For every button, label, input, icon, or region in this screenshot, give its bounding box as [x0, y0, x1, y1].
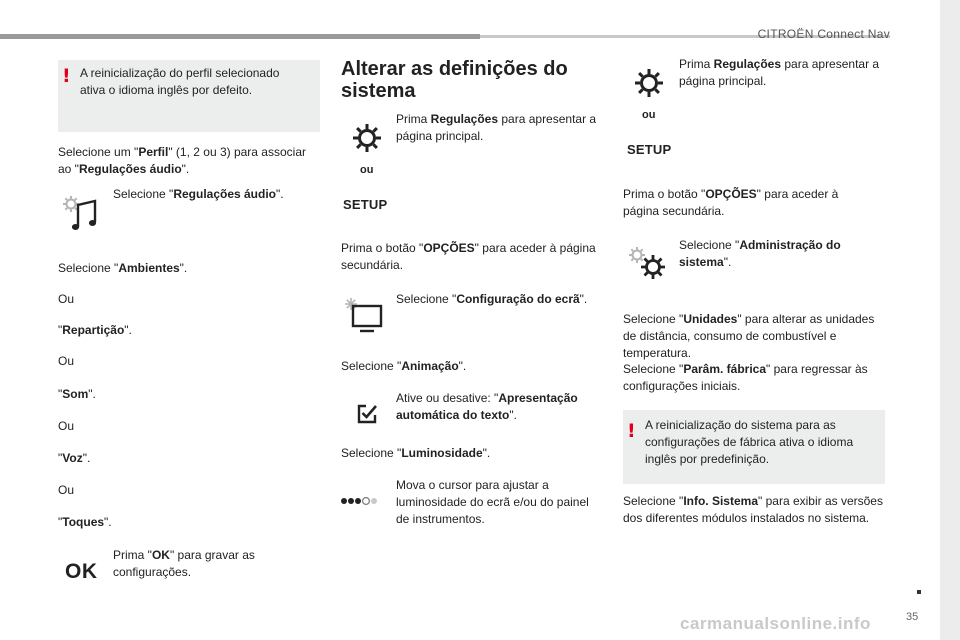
- or-label: Ou: [58, 292, 75, 306]
- step-screen-config: Selecione "Configuração do ecrã".: [396, 292, 588, 306]
- section-heading: Alterar as definições do sistema: [341, 58, 568, 102]
- screen-settings-icon: [343, 296, 385, 334]
- or-label: ou: [360, 164, 374, 176]
- setup-button-label: SETUP: [343, 197, 388, 212]
- profile-instruction: Selecione um "Perfil" (1, 2 ou 3) para associar ao "Regulações áudio".: [58, 145, 306, 176]
- header-rule: [0, 34, 480, 39]
- step-move-cursor: Mova o cursor para ajustar a luminosidade do ecrã e/ou do painel de instrumentos.: [396, 478, 589, 526]
- step-audio-settings: Selecione "Regulações áudio".: [113, 187, 284, 201]
- select-toques: "Toques".: [58, 515, 112, 529]
- setup-button-label: SETUP: [627, 142, 672, 157]
- factory-reset-notice: [623, 410, 885, 484]
- select-system-info: Selecione "Info. Sistema" para exibir as versões dos diferentes módulos instalados no sistema.: [623, 494, 883, 525]
- brightness-slider-icon: [340, 495, 380, 507]
- select-reparticao: "Repartição".: [58, 323, 132, 337]
- page-number: 35: [906, 611, 919, 623]
- select-ambientes: Selecione "Ambientes".: [58, 261, 188, 275]
- audio-settings-icon: [60, 193, 102, 233]
- system-admin-icon: [626, 244, 670, 284]
- checkbox-icon: [356, 403, 378, 425]
- step-press-settings: Prima Regulações para apresentar a página principal.: [679, 57, 880, 88]
- settings-gear-icon: [632, 66, 666, 100]
- profile-reset-notice: [58, 60, 320, 132]
- warning-icon: !: [627, 420, 636, 442]
- step-system-admin: Selecione "Administração do sistema".: [679, 238, 841, 269]
- or-label: Ou: [58, 483, 75, 497]
- select-factory-settings: Selecione "Parâm. fábrica" para regressar às configurações iniciais.: [623, 362, 868, 393]
- step-ok-save: Prima "OK" para gravar as configurações.: [113, 548, 255, 579]
- page-side-strip: [940, 0, 960, 640]
- notice-text: A reinicialização do perfil selecionado ativa o idioma inglês por defeito.: [80, 66, 280, 97]
- step-toggle-auto-text: Ative ou desative: "Apresentação automática do texto".: [396, 391, 578, 422]
- select-unidades: Selecione "Unidades" para alterar as unidades de distância, consumo de combustível e temperatura.: [623, 312, 875, 360]
- ok-button-icon: OK: [65, 560, 98, 583]
- select-luminosidade: Selecione "Luminosidade".: [341, 446, 491, 460]
- select-animacao: Selecione "Animação".: [341, 359, 467, 373]
- select-som: "Som".: [58, 387, 96, 401]
- or-label: Ou: [58, 354, 75, 368]
- page-header-title: CITROËN Connect Nav: [757, 27, 890, 41]
- page-marker: [917, 590, 921, 594]
- or-label: Ou: [58, 419, 75, 433]
- notice-text: A reinicialização do sistema para as configurações de fábrica ativa o idioma inglês por predefinição.: [645, 418, 854, 466]
- settings-gear-icon: [350, 121, 384, 155]
- step-options: Prima o botão "OPÇÕES" para aceder à página secundária.: [623, 187, 839, 218]
- watermark: carmanualsonline.info: [680, 614, 871, 633]
- or-label: ou: [642, 109, 656, 121]
- select-voz: "Voz".: [58, 451, 91, 465]
- step-press-settings: Prima Regulações para apresentar a página principal.: [396, 112, 597, 143]
- warning-icon: !: [62, 65, 71, 87]
- step-options: Prima o botão "OPÇÕES" para aceder à página secundária.: [341, 241, 596, 272]
